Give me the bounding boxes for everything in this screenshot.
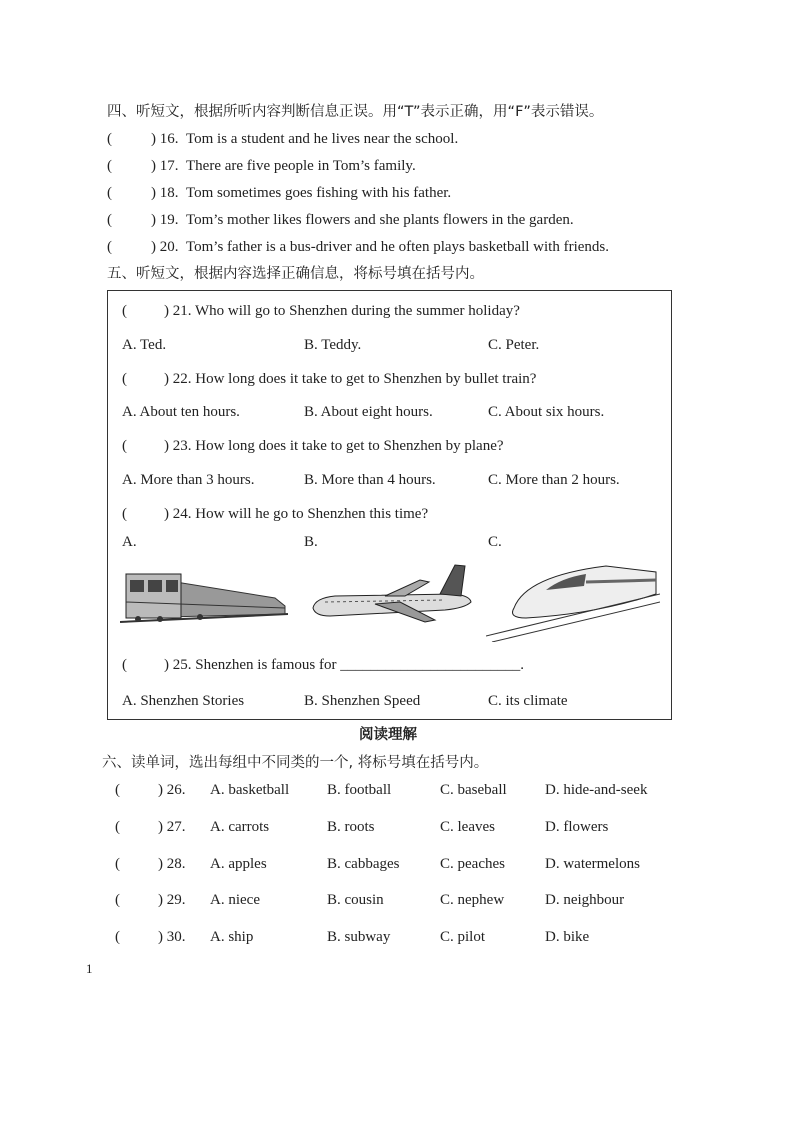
reading-heading: 阅读理解 (359, 727, 417, 743)
option: C. baseball (440, 782, 507, 798)
question-number: ) 19. (151, 212, 179, 228)
option: B. football (327, 782, 392, 798)
option: D. bike (545, 929, 590, 945)
answer-paren: ( (107, 158, 112, 174)
plane-image (305, 560, 477, 630)
page-number: 1 (86, 961, 93, 976)
option: A. apples (210, 856, 267, 872)
question-text: ) 24. How will he go to Shenzhen this time? (164, 506, 429, 522)
question-text: ) 22. How long does it take to get to Shenzhen by bullet train? (164, 371, 537, 387)
option: A. ship (210, 929, 254, 945)
option: C. About six hours. (488, 404, 605, 420)
question-number: ) 26. (158, 782, 186, 798)
answer-paren: ( (115, 929, 120, 945)
option: B. More than 4 hours. (304, 472, 436, 488)
answer-paren: ( (122, 506, 127, 522)
option: A. niece (210, 892, 260, 908)
option: A. About ten hours. (122, 404, 240, 420)
option: D. neighbour (545, 892, 625, 908)
option: A. (122, 534, 137, 550)
section4-title: 四、听短文，根据所听内容判断信息正误。用“T”表示正确，用“F”表示错误。 (107, 104, 604, 120)
answer-paren: ( (115, 782, 120, 798)
option: C. pilot (440, 929, 486, 945)
section5-title: 五、听短文，根据内容选择正确信息，将标号填在括号内。 (107, 266, 484, 282)
answer-paren: ( (107, 131, 112, 147)
answer-paren: ( (115, 856, 120, 872)
option: B. cousin (327, 892, 384, 908)
answer-paren: ( (107, 185, 112, 201)
question-text: ) 21. Who will go to Shenzhen during the summer holiday? (164, 303, 520, 319)
answer-paren: ( (115, 892, 120, 908)
option: A. More than 3 hours. (122, 472, 255, 488)
train-image (120, 562, 288, 628)
option: D. watermelons (545, 856, 640, 872)
question-number: ) 30. (158, 929, 186, 945)
question-text: There are five people in Tom’s family. (186, 158, 416, 174)
option: A. basketball (210, 782, 290, 798)
answer-paren: ( (107, 212, 112, 228)
option: A. Shenzhen Stories (122, 693, 245, 709)
option: C. its climate (488, 693, 568, 709)
question-number: ) 28. (158, 856, 186, 872)
option: A. carrots (210, 819, 270, 835)
answer-paren: ( (122, 371, 127, 387)
question-text: Tom sometimes goes fishing with his father. (186, 185, 452, 201)
option: A. Ted. (122, 337, 167, 353)
question-text: ) 25. Shenzhen is famous for ________________________. (164, 657, 524, 673)
answer-paren: ( (122, 438, 127, 454)
option: C. Peter. (488, 337, 540, 353)
question-number: ) 20. (151, 239, 179, 255)
question-text: ) 23. How long does it take to get to Shenzhen by plane? (164, 438, 504, 454)
question-text: Tom’s mother likes flowers and she plants flowers in the garden. (186, 212, 574, 228)
option: B. Teddy. (304, 337, 362, 353)
option: B. roots (327, 819, 375, 835)
option: B. (304, 534, 318, 550)
option: C. nephew (440, 892, 505, 908)
answer-paren: ( (115, 819, 120, 835)
bullet-train-image (486, 558, 660, 642)
question-number: ) 17. (151, 158, 179, 174)
option: D. flowers (545, 819, 609, 835)
question-number: ) 18. (151, 185, 179, 201)
answer-paren: ( (122, 657, 127, 673)
option: D. hide-and-seek (545, 782, 648, 798)
answer-paren: ( (107, 239, 112, 255)
option: C. leaves (440, 819, 495, 835)
option: B. cabbages (327, 856, 400, 872)
question-number: ) 27. (158, 819, 186, 835)
answer-paren: ( (122, 303, 127, 319)
option: C. peaches (440, 856, 505, 872)
question-text: Tom is a student and he lives near the school. (186, 131, 459, 147)
option: B. About eight hours. (304, 404, 433, 420)
option: C. More than 2 hours. (488, 472, 620, 488)
option: B. subway (327, 929, 391, 945)
section6-title: 六、读单词，选出每组中不同类的一个, 将标号填在括号内。 (102, 755, 489, 771)
option: B. Shenzhen Speed (304, 693, 421, 709)
question-number: ) 16. (151, 131, 179, 147)
question-text: Tom’s father is a bus-driver and he often plays basketball with friends. (186, 239, 610, 255)
option: C. (488, 534, 502, 550)
question-number: ) 29. (158, 892, 186, 908)
